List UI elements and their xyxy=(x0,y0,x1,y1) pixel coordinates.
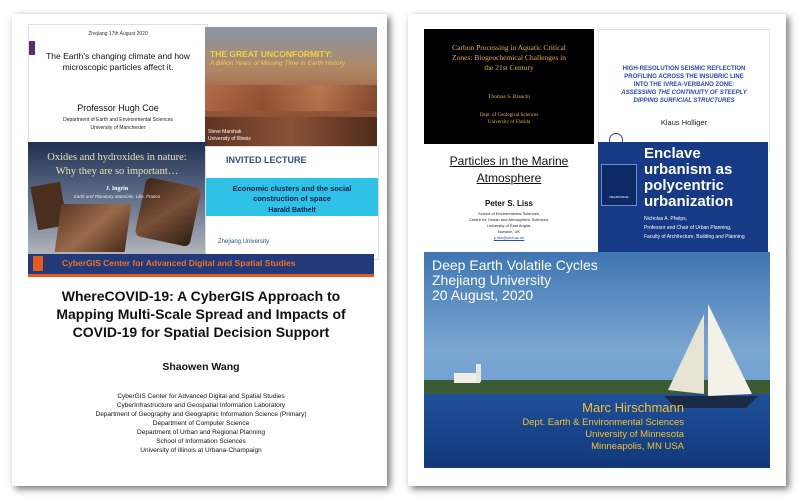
slide-title-line3: 20 August, 2020 xyxy=(432,287,534,303)
affiliation-line: School of Information Sciences xyxy=(156,438,246,445)
slide-title-line2: construction of space xyxy=(253,194,331,203)
speaker-name: Harald Bathelt xyxy=(268,207,316,214)
affiliation-line: School of Environmental Sciences, xyxy=(478,211,540,216)
slide-title-line4: urbanization xyxy=(644,193,734,210)
right-collage-panel xyxy=(408,14,786,486)
speaker-name: Steve Marshak xyxy=(208,129,242,135)
university-melbourne-logo-icon xyxy=(601,164,637,206)
speaker-university: Zhejiang University xyxy=(218,239,270,245)
affiliation-line: CyberInfrastructure and Geospatial Information Laboratory xyxy=(116,402,286,409)
lighthouse-tower xyxy=(476,364,481,382)
slide-enclave-urbanism xyxy=(598,142,768,254)
affiliation-line: Centre for Ocean and Atmospheric Sciences, xyxy=(468,217,550,222)
speaker-email-link: p.liss@uea.ac.uk xyxy=(493,235,525,240)
speaker-department: Department of Earth and Environmental Sciences xyxy=(63,117,173,123)
slide-invited-lecture xyxy=(205,146,379,260)
affiliation-line: Department of Computer Science xyxy=(152,420,250,427)
slide-title-line2: Mapping Multi-Scale Spread and Impacts of xyxy=(56,306,346,322)
slide-title-line2: PROFILING ACROSS THE INSUBRIC LINE xyxy=(624,74,744,80)
slide-title-line3: COVID-19 for Spatial Decision Support xyxy=(72,324,330,340)
slide-title-line2: Atmosphere xyxy=(476,171,542,185)
slide-subtitle: A Billion Years of Missing Time in Earth History xyxy=(210,60,346,67)
sailboat-icon xyxy=(654,300,764,412)
speaker-name: Klaus Holliger xyxy=(660,118,708,127)
affiliation-line: CyberGIS Center for Advanced Digital and Spatial Studies xyxy=(117,393,285,400)
speaker-university: University of Florida xyxy=(487,120,531,125)
speaker-name: J. Ingrin xyxy=(105,186,129,192)
speaker-name: Peter S. Liss xyxy=(484,199,534,208)
speaker-affiliation: Earth and Planetary Materials, Lille, France xyxy=(73,194,161,199)
slide-hugh-coe xyxy=(28,24,208,144)
slide-title-line1: Carbon Processing in Aquatic Critical xyxy=(452,43,566,52)
slide-wherecovid19 xyxy=(28,254,374,480)
speaker-university: University of Minnesota xyxy=(585,429,684,440)
slide-title-line1: Enclave xyxy=(644,145,701,162)
slide-title-line2: microscopic particles affect it. xyxy=(62,62,174,72)
speaker-name: Professor Hugh Coe xyxy=(77,103,159,113)
slide-date: Zhejiang 17th August 2020 xyxy=(88,31,148,37)
mineral-specimen-center xyxy=(55,204,132,252)
slide-title-line2: Zones: Biogeochemical Challenges in xyxy=(452,53,566,62)
slide-title-line2: urbanism as xyxy=(644,161,733,178)
slide-oxides-hydroxides xyxy=(28,142,206,258)
slide-title: THE GREAT UNCONFORMITY: xyxy=(210,49,333,59)
logo-text: MELBOURNE xyxy=(609,195,629,199)
speaker-city: Minneapolis, MN USA xyxy=(591,441,684,452)
slide-marine-particles xyxy=(424,144,594,254)
slide-great-unconformity xyxy=(205,27,377,147)
affiliation-line: University of Illinois at Urbana-Champaign xyxy=(140,447,262,454)
slide-title-line3: polycentric xyxy=(644,177,725,194)
slide-title-line5: DIPPING SURFICIAL STRUCTURES xyxy=(633,98,735,104)
speaker-role: Professor and Chair of Urban Planning, xyxy=(644,225,732,231)
slide-title-line1: WhereCOVID-19: A CyberGIS Approach to xyxy=(61,288,341,304)
slide-carbon-processing xyxy=(424,29,594,149)
speaker-department: Dept. Earth & Environmental Sciences xyxy=(522,417,684,428)
affiliation-line: University of East Anglia, xyxy=(486,223,532,228)
speaker-name: Nicholas A. Phelps, xyxy=(644,216,688,222)
slide-title-line2: Zhejiang University xyxy=(432,272,552,288)
slide-title-line1: The Earth's changing climate and how xyxy=(46,51,190,61)
slide-title-line1: Deep Earth Volatile Cycles xyxy=(432,257,598,273)
speaker-name: Thomas S. Bianchi xyxy=(487,94,530,100)
speaker-faculty: Faculty of Architecture, Building and Planning xyxy=(644,234,745,240)
slide-title-line1: Economic clusters and the social xyxy=(232,184,352,193)
canyon-rock-layer xyxy=(205,85,377,111)
slide-title-line3: INTO THE IVREA-VERBANO ZONE: xyxy=(633,82,735,88)
slide-deep-earth-volatile-cycles xyxy=(424,252,770,468)
affiliation-line: Norwich, UK xyxy=(497,229,521,234)
slide-title-line2: Why they are so important… xyxy=(55,166,179,177)
illinois-i-logo-icon xyxy=(33,256,43,271)
lecture-heading: INVITED LECTURE xyxy=(226,155,307,165)
slide-title-line1: Particles in the Marine xyxy=(449,154,569,168)
speaker-name: Shaowen Wang xyxy=(162,361,240,373)
speaker-name: Marc Hirschmann xyxy=(582,400,684,415)
speaker-department: Dept. of Geological Sciences xyxy=(479,113,539,118)
slide-title-line3: the 21st Century xyxy=(484,63,534,72)
speaker-university: University of Manchester xyxy=(90,125,146,131)
slide-seismic-reflection xyxy=(598,29,770,151)
speaker-university: University of Illinois xyxy=(208,136,251,142)
slide-title-line4: ASSESSING THE CONTINUITY OF STEEPLY xyxy=(621,90,747,96)
slide-title-line1: HIGH-RESOLUTION SEISMIC REFLECTION xyxy=(622,66,746,72)
header-title: CyberGIS Center for Advanced Digital and Spatial Studies xyxy=(62,258,296,268)
left-collage-panel xyxy=(12,14,387,486)
affiliation-line: Department of Geography and Geographic Information Science (Primary) xyxy=(95,411,307,418)
affiliation-line: Department of Urban and Regional Planning xyxy=(137,429,265,436)
slide-title-line1: Oxides and hydroxides in nature: xyxy=(47,152,187,163)
orange-accent-stripe xyxy=(28,274,374,277)
